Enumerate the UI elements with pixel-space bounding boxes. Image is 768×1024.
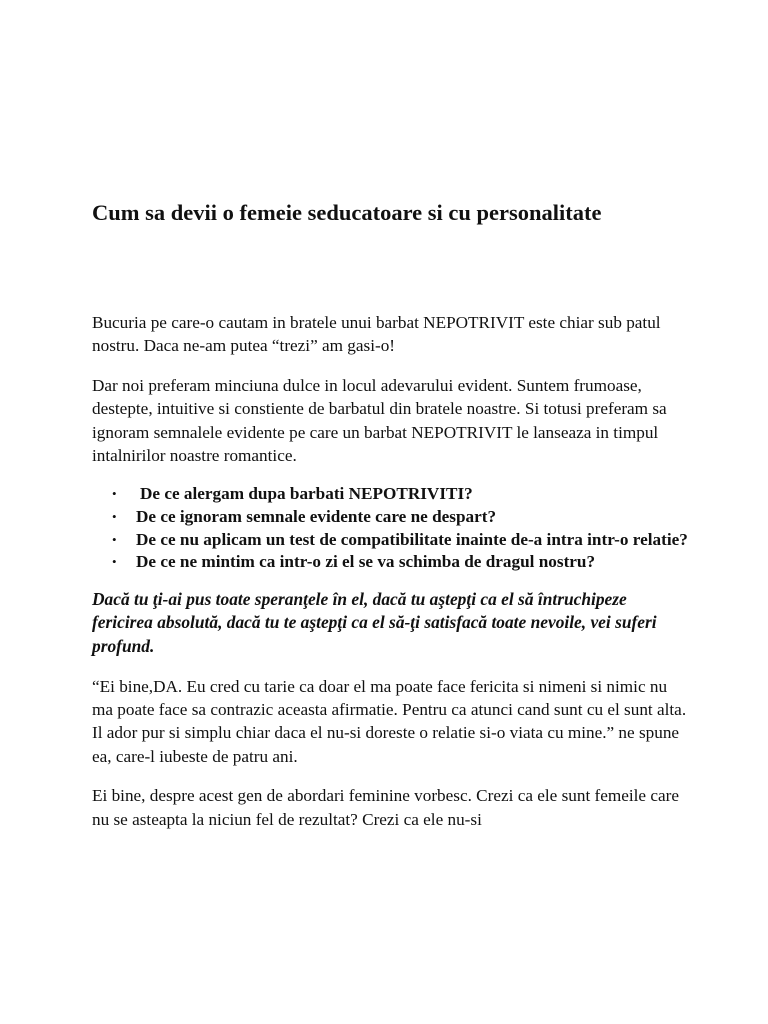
paragraph-closing: Ei bine, despre acest gen de abordari feminine vorbesc. Crezi ca ele sunt femeile care nu se asteapta la niciun fel de rezultat? Crezi ca ele nu-si [92,786,679,829]
bullet-icon: • [112,509,117,525]
list-item [92,551,688,574]
bullet-icon: • [112,531,117,547]
bullet-icon: • [112,486,117,502]
list-item [92,506,688,529]
paragraph-intro: Bucuria pe care-o cautam in bratele unui barbat NEPOTRIVIT este chiar sub patul nostru. Daca ne-am putea “trezi” am gasi-o! [92,313,661,356]
question-text: De ce alergam dupa barbati NEPOTRIVITI? [140,484,473,504]
list-item [92,529,688,552]
questions-list [92,483,688,573]
bullet-icon: • [112,554,117,570]
document-title: Cum sa devii o femeie seducatoare si cu personalitate [92,200,602,225]
paragraph-preference: Dar noi preferam minciuna dulce in locul adevarului evident. Suntem frumoase, destepte, intuitive si constiente de barbatul din bratele noastre. Si totusi preferam sa ignoram semnalele evidente pe care un barbat NEPOTRIVIT le lanseaza in timpul intalnirilor noastre romantice. [92,375,667,466]
emphasis-paragraph: Dacă tu ţi-ai pus toate speranţele în el, dacă tu aştepţi ca el să întruchipeze fericirea absolută, dacă tu te aştepţi ca el să-ţi satisfacă toate nevoile, vei suferi profund. [92,588,657,656]
question-text: De ce ignoram semnale evidente care ne despart? [136,507,497,527]
paragraph-quote: “Ei bine,DA. Eu cred cu tarie ca doar el ma poate face fericita si nimeni si nimic nu ma poate face sa contrazic aceasta afirmatie. Pentru ca atunci cand sunt cu el sunt alta. Il ador pur si simplu chiar daca el nu-si doreste o relatie si-o viata cu mine.” ne spune ea, care-l iubeste de patru ani. [92,676,687,766]
question-text: De ce ne mintim ca intr-o zi el se va schimba de dragul nostru? [136,552,596,572]
list-item [92,483,688,506]
question-text: De ce nu aplicam un test de compatibilitate inainte de-a intra intr-o relatie? [136,529,688,549]
document-body [92,311,688,847]
